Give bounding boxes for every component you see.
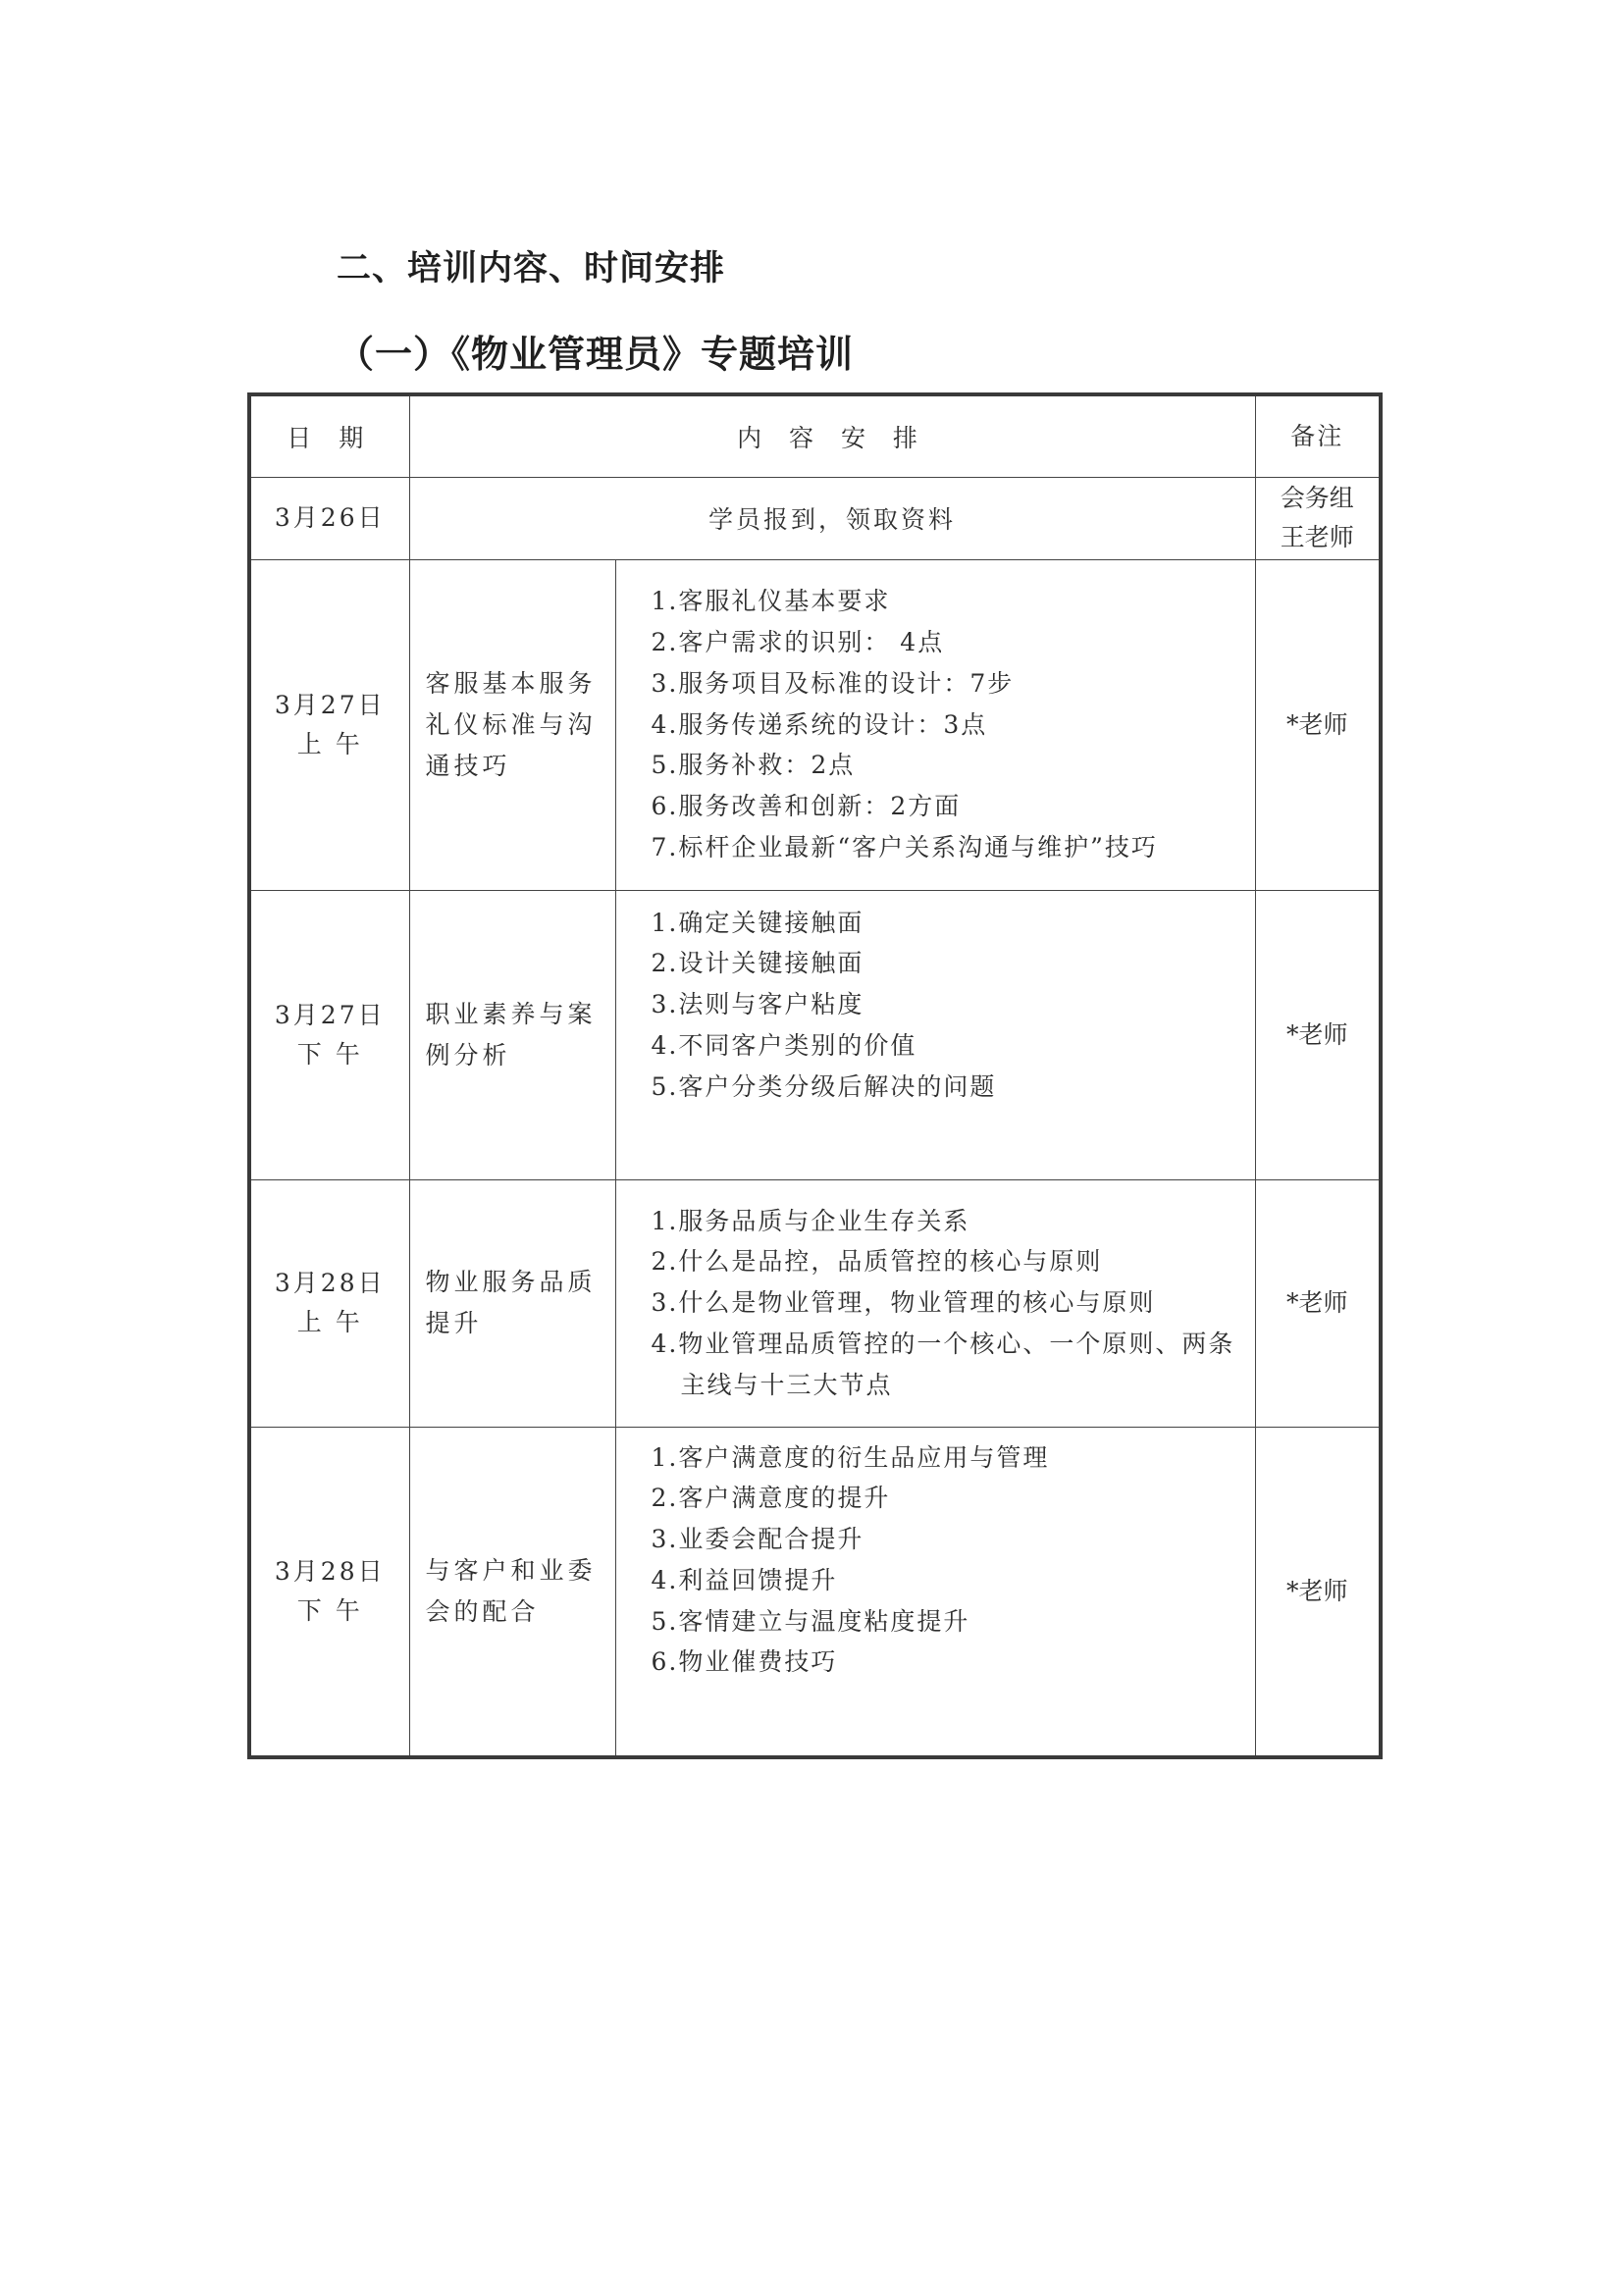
table-header-row bbox=[249, 394, 1381, 477]
session-topic: 物业服务品质提升 bbox=[409, 1179, 615, 1427]
list-item: 4.不同客户类别的价值 bbox=[651, 1030, 917, 1060]
session-date-period: 上 午 bbox=[296, 729, 363, 758]
registration-content: 学员报到，领取资料 bbox=[409, 477, 1255, 559]
session-note: *老师 bbox=[1255, 559, 1381, 890]
session-date bbox=[249, 1179, 409, 1427]
list-item: 1.客户满意度的衍生品应用与管理 bbox=[651, 1442, 1050, 1472]
session-items bbox=[615, 1179, 1255, 1427]
list-item: 5.客情建立与温度粘度提升 bbox=[651, 1606, 970, 1636]
session-items bbox=[615, 1427, 1255, 1757]
list-item: 3.服务项目及标准的设计：7步 bbox=[651, 668, 1015, 698]
session-note: *老师 bbox=[1255, 1179, 1381, 1427]
list-item: 5.服务补救：2点 bbox=[651, 751, 856, 780]
table-row-session bbox=[249, 890, 1381, 1179]
table-row-session bbox=[249, 559, 1381, 890]
table-row-registration bbox=[249, 477, 1381, 559]
session-date-day: 3月27日 bbox=[274, 690, 386, 719]
session-date-day: 3月28日 bbox=[274, 1269, 386, 1297]
session-date-period: 下 午 bbox=[296, 1595, 363, 1625]
session-date-period: 上 午 bbox=[296, 1308, 363, 1336]
list-item: 2.什么是品控，品质管控的核心与原则 bbox=[651, 1247, 1103, 1277]
list-item: 2.设计关键接触面 bbox=[651, 949, 864, 978]
header-date: 日 期 bbox=[249, 394, 409, 477]
list-item: 4.物业管理品质管控的一个核心、一个原则、两条主线与十三大节点 bbox=[651, 1329, 1235, 1399]
session-topic: 与客户和业委会的配合 bbox=[409, 1427, 615, 1757]
list-item: 6.服务改善和创新：2方面 bbox=[651, 792, 962, 821]
session-note: *老师 bbox=[1255, 890, 1381, 1179]
session-topic: 客服基本服务礼仪标准与沟通技巧 bbox=[409, 559, 615, 890]
training-schedule-table bbox=[247, 392, 1383, 1759]
list-item: 4.服务传递系统的设计：3点 bbox=[651, 709, 988, 739]
session-date bbox=[249, 890, 409, 1179]
session-date-period: 下 午 bbox=[296, 1039, 363, 1069]
list-item: 6.物业催费技巧 bbox=[651, 1647, 838, 1677]
registration-note-line2: 王老师 bbox=[1280, 523, 1354, 551]
table-row-session bbox=[249, 1427, 1381, 1757]
list-item: 3.法则与客户粘度 bbox=[651, 990, 864, 1019]
session-date-day: 3月28日 bbox=[274, 1556, 386, 1586]
session-topic: 职业素养与案例分析 bbox=[409, 890, 615, 1179]
section-title: 二、培训内容、时间安排 bbox=[337, 249, 726, 288]
session-date bbox=[249, 1427, 409, 1757]
list-item: 1.客服礼仪基本要求 bbox=[651, 587, 891, 616]
list-item: 1.服务品质与企业生存关系 bbox=[651, 1206, 970, 1235]
session-items bbox=[615, 890, 1255, 1179]
list-item: 2.客户需求的识别： 4点 bbox=[651, 628, 945, 656]
registration-note bbox=[1255, 477, 1381, 559]
registration-note-line1: 会务组 bbox=[1280, 484, 1354, 512]
list-item: 7.标杆企业最新“客户关系沟通与维护”技巧 bbox=[651, 832, 1158, 861]
header-content: 内 容 安 排 bbox=[409, 394, 1255, 477]
list-item: 1.确定关键接触面 bbox=[651, 908, 864, 937]
list-item: 5.客户分类分级后解决的问题 bbox=[651, 1071, 997, 1101]
session-note: *老师 bbox=[1255, 1427, 1381, 1757]
session-items bbox=[615, 559, 1255, 890]
list-item: 2.客户满意度的提升 bbox=[651, 1484, 891, 1513]
table-row-session bbox=[249, 1179, 1381, 1427]
list-item: 3.业委会配合提升 bbox=[651, 1525, 864, 1554]
list-item: 4.利益回馈提升 bbox=[651, 1565, 838, 1594]
subsection-title: （一）《物业管理员》专题培训 bbox=[337, 332, 855, 376]
registration-date: 3月26日 bbox=[249, 477, 409, 559]
session-date bbox=[249, 559, 409, 890]
list-item: 3.什么是物业管理，物业管理的核心与原则 bbox=[651, 1288, 1156, 1318]
header-note: 备注 bbox=[1255, 394, 1381, 477]
session-date-day: 3月27日 bbox=[274, 1000, 386, 1029]
